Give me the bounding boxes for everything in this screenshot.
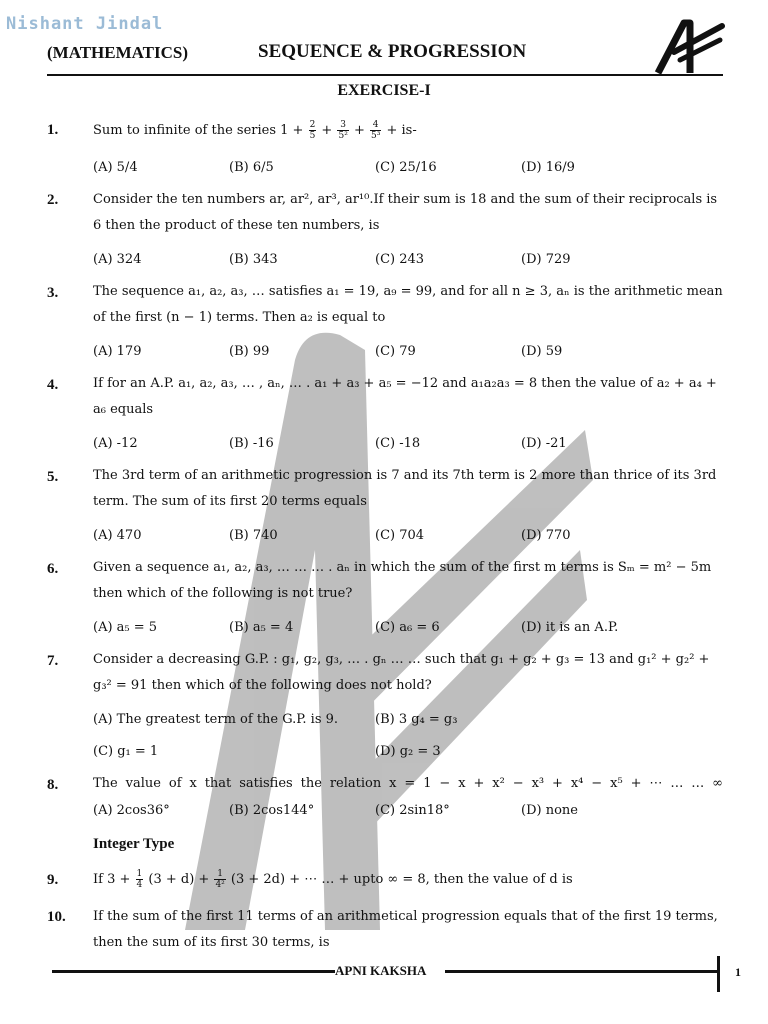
option-d: (D) g₂ = 3 (375, 744, 441, 759)
question-text: The 3rd term of an arithmetic progression is 7 and its 7th term is 2 more than thrice of its 3rd term. The sum of its first 20 terms equals (93, 468, 717, 509)
option-c: (C) 79 (375, 344, 416, 359)
question-number: 10. (47, 909, 66, 925)
question-text: Sum to infinite of the series 1 + $\frac{2}{5}$ + $\frac{3}{\text{5²}}$ + $\frac{4}{\text{5³}}$ + is- (93, 120, 417, 141)
question-text: The value of x that satisfies the relation x = 1 − x + x² − x³ + x⁴ − x⁵ + ⋯ … … ∞ (93, 776, 723, 791)
option-c: (C) 704 (375, 528, 425, 543)
question-number: 5. (47, 469, 59, 485)
option-b: (B) 3 g₄ = g₃ (375, 712, 458, 727)
option-a: (A) 2cos36° (93, 803, 170, 818)
option-c: (C) g₁ = 1 (93, 744, 159, 759)
exercise-title: EXERCISE-I (337, 82, 431, 99)
option-b: (B) -16 (229, 436, 274, 451)
fraction: $\frac{1}{\text{4²}}$ (215, 869, 225, 890)
subject-label: (MATHEMATICS) (47, 43, 189, 62)
option-a: (A) The greatest term of the G.P. is 9. (93, 712, 339, 727)
option-a: (A) a₅ = 5 (93, 620, 158, 635)
question-number: 7. (47, 653, 59, 669)
option-d: (D) none (521, 803, 578, 818)
option-c: (C) a₆ = 6 (375, 620, 440, 635)
question-text: Consider a decreasing G.P. : g₁, g₂, g₃, … . gₙ … … such that g₁ + g₂ + g₃ = 13 and g₁² + g₂² + g₃² = 91 then which of the following does not hold? (93, 652, 710, 693)
footer-brand: APNI KAKSHA (335, 963, 427, 978)
question-text: If 3 + $\frac{1}{4}$ (3 + d) + $\frac{1}{\text{4²}}$ (3 + 2d) + ⋯ … + upto ∞ = 8, then the value of d is (93, 869, 573, 890)
fraction: $\frac{3}{\text{5²}}$ (338, 120, 348, 141)
header-rule (47, 74, 723, 76)
question-number: 3. (47, 285, 59, 301)
section-heading: Integer Type (93, 836, 175, 852)
option-b: (B) 2cos144° (229, 803, 315, 818)
option-a: (A) -12 (93, 436, 138, 451)
option-d: (D) -21 (521, 436, 567, 451)
option-b: (B) 6/5 (229, 160, 274, 175)
option-d: (D) it is an A.P. (521, 620, 619, 635)
fraction: $\frac{1}{4}$ (136, 869, 143, 890)
footer-rule-left (52, 970, 335, 973)
question-number: 6. (47, 561, 59, 577)
question-number: 1. (47, 122, 59, 138)
option-c: (C) -18 (375, 436, 421, 451)
question-text: The sequence a₁, a₂, a₃, … satisfies a₁ = 19, a₉ = 99, and for all n ≥ 3, aₙ is the arithmetic mean of the first (n − 1) terms. Then a₂ is equal to (93, 284, 723, 325)
question-number: 4. (47, 377, 59, 393)
fraction: $\frac{4}{\text{5³}}$ (370, 120, 381, 141)
option-d: (D) 729 (521, 252, 571, 267)
footer-rule-right (445, 970, 718, 973)
page-number: 1 (735, 965, 741, 979)
fraction: $\frac{2}{5}$ (309, 120, 316, 141)
question-text: If the sum of the first 11 terms of an arithmetical progression equals that of the first 19 terms, then the sum of its first 30 terms, is (93, 909, 718, 950)
option-b: (B) a₅ = 4 (229, 620, 294, 635)
question-number: 2. (47, 192, 59, 208)
option-d: (D) 16/9 (521, 160, 575, 175)
option-a: (A) 5/4 (93, 160, 138, 175)
option-d: (D) 770 (521, 528, 571, 543)
question-number: 9. (47, 872, 59, 888)
option-b: (B) 740 (229, 528, 278, 543)
option-b: (B) 99 (229, 344, 270, 359)
option-a: (A) 324 (93, 252, 142, 267)
option-a: (A) 470 (93, 528, 142, 543)
question-text: Given a sequence a₁, a₂, a₃, … … … . aₙ in which the sum of the first m terms is Sₘ = m² − 5m then which of the following is not true? (93, 560, 712, 601)
question-number: 8. (47, 777, 59, 793)
option-c: (C) 25/16 (375, 160, 437, 175)
brand-logo-icon (650, 18, 725, 76)
author-watermark: Nishant Jindal (6, 14, 164, 34)
option-b: (B) 343 (229, 252, 278, 267)
chapter-title: SEQUENCE & PROGRESSION (258, 41, 527, 62)
option-c: (C) 243 (375, 252, 425, 267)
footer-divider (717, 956, 720, 992)
question-text: Consider the ten numbers ar, ar², ar³, ar¹⁰.If their sum is 18 and the sum of their reciprocals is 6 then the product of these ten numbers, is (93, 192, 718, 233)
question-text: If for an A.P. a₁, a₂, a₃, … , aₙ, … . a₁ + a₃ + a₅ = −12 and a₁a₂a₃ = 8 then the value of a₂ + a₄ + a₆ equals (93, 376, 717, 417)
option-a: (A) 179 (93, 344, 142, 359)
option-d: (D) 59 (521, 344, 563, 359)
option-c: (C) 2sin18° (375, 803, 450, 818)
